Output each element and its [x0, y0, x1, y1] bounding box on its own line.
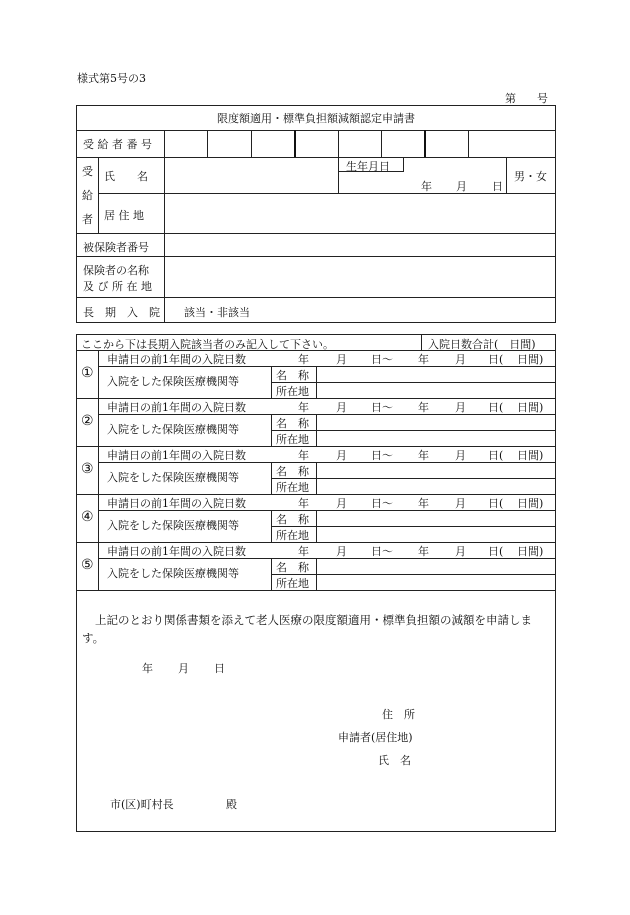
period-unit: 日間): [517, 449, 544, 462]
period-unit: 日間): [517, 545, 544, 558]
insured-number-field[interactable]: [165, 234, 555, 255]
sex-option[interactable]: 男・女: [514, 170, 547, 183]
form-number: 様式第5号の3: [77, 72, 146, 85]
date-year-unit: 年: [142, 662, 153, 675]
period-unit: 年: [298, 401, 309, 414]
address-field[interactable]: [165, 194, 555, 232]
date-month-unit: 月: [178, 662, 189, 675]
period-unit: 年: [418, 545, 429, 558]
institution-name-label: 名 称: [276, 513, 309, 526]
period-unit: 日〜: [371, 545, 393, 558]
period-unit: 日〜: [371, 353, 393, 366]
period-unit: 月: [336, 401, 347, 414]
days-label: 申請日の前1年間の入院日数: [107, 497, 246, 510]
serial-dai: 第: [505, 92, 516, 105]
applicant-name-label: 氏 名: [378, 754, 411, 767]
application-date-field[interactable]: [110, 656, 230, 674]
institution-location-label: 所在地: [276, 529, 309, 542]
period-unit: 日間): [517, 353, 544, 366]
institution-name-field[interactable]: [317, 367, 555, 381]
institution-name-label: 名 称: [276, 417, 309, 430]
institution-location-field[interactable]: [317, 383, 555, 397]
institution-name-field[interactable]: [317, 559, 555, 573]
institution-label: 入院をした保険医療機関等: [107, 423, 239, 436]
birth-month-unit: 月: [456, 180, 467, 193]
institution-name-field[interactable]: [317, 415, 555, 429]
institution-name-label: 名 称: [276, 465, 309, 478]
row-number: ④: [81, 509, 94, 525]
period-unit: 年: [418, 353, 429, 366]
period-field[interactable]: [275, 543, 555, 557]
period-unit: 年: [418, 401, 429, 414]
birth-day-unit: 日: [492, 180, 503, 193]
period-unit: 月: [455, 449, 466, 462]
period-unit: 年: [418, 449, 429, 462]
period-unit: 日〜: [371, 449, 393, 462]
institution-location-label: 所在地: [276, 385, 309, 398]
long-stay-note: ここから下は長期入院該当者のみ記入して下さい。: [81, 338, 334, 351]
institution-location-field[interactable]: [317, 431, 555, 445]
serial-go: 号: [537, 92, 548, 105]
address-label: 居 住 地: [104, 209, 144, 222]
period-field[interactable]: [275, 399, 555, 413]
birthdate-field[interactable]: [339, 173, 505, 192]
period-unit: 年: [418, 497, 429, 510]
row-number: ⑤: [81, 557, 94, 573]
period-unit: 月: [455, 545, 466, 558]
long-stay-label: 長 期 入 院: [83, 306, 160, 319]
institution-name-label: 名 称: [276, 561, 309, 574]
insurer-label-line1: 保険者の名称: [83, 264, 149, 277]
period-unit: 月: [336, 497, 347, 510]
period-unit: 月: [336, 449, 347, 462]
date-day-unit: 日: [214, 662, 225, 675]
recipient-number-field[interactable]: [165, 131, 467, 156]
days-label: 申請日の前1年間の入院日数: [107, 401, 246, 414]
insurer-field[interactable]: [165, 257, 555, 296]
institution-name-label: 名 称: [276, 369, 309, 382]
declaration-text: 上記のとおり関係書類を添えて老人医療の限度額適用・標準負担額の減額を申請しま: [95, 613, 532, 627]
dono-label: 殿: [226, 798, 237, 811]
period-unit: 月: [336, 353, 347, 366]
period-unit: 日〜: [371, 401, 393, 414]
name-field[interactable]: [165, 158, 337, 192]
period-unit: 月: [455, 497, 466, 510]
institution-location-label: 所在地: [276, 433, 309, 446]
days-label: 申請日の前1年間の入院日数: [107, 449, 246, 462]
period-unit: 日(: [488, 401, 504, 414]
recipient-char-3: 者: [82, 213, 93, 226]
period-unit: 日間): [517, 497, 544, 510]
row-number: ①: [81, 365, 94, 381]
period-unit: 月: [336, 545, 347, 558]
period-unit: 日間): [517, 401, 544, 414]
insurer-label-line2: 及 び 所 在 地: [83, 280, 152, 293]
birth-year-unit: 年: [421, 180, 432, 193]
row-number: ②: [81, 413, 94, 429]
days-label: 申請日の前1年間の入院日数: [107, 545, 246, 558]
period-unit: 日(: [488, 449, 504, 462]
period-unit: 月: [455, 401, 466, 414]
form-title: 限度額適用・標準負担額減額認定申請書: [217, 112, 415, 125]
period-unit: 日(: [488, 497, 504, 510]
birthdate-label: 生年月日: [346, 160, 390, 173]
institution-location-label: 所在地: [276, 577, 309, 590]
institution-label: 入院をした保険医療機関等: [107, 375, 239, 388]
period-unit: 月: [455, 353, 466, 366]
institution-name-field[interactable]: [317, 463, 555, 477]
period-field[interactable]: [275, 447, 555, 461]
period-field[interactable]: [275, 351, 555, 365]
institution-location-field[interactable]: [317, 479, 555, 493]
period-field[interactable]: [275, 495, 555, 509]
applicant-label: 申請者(居住地): [338, 731, 413, 744]
institution-name-field[interactable]: [317, 511, 555, 525]
institution-label: 入院をした保険医療機関等: [107, 471, 239, 484]
declaration-text-cont: す。: [82, 631, 105, 645]
period-unit: 年: [298, 497, 309, 510]
total-days[interactable]: 入院日数合計( 日間): [428, 338, 536, 351]
period-unit: 日(: [488, 353, 504, 366]
institution-location-field[interactable]: [317, 527, 555, 541]
recipient-char-1: 受: [82, 165, 93, 178]
long-stay-option[interactable]: 該当・非該当: [184, 306, 250, 319]
days-label: 申請日の前1年間の入院日数: [107, 353, 246, 366]
applicant-address-label: 住 所: [382, 708, 415, 721]
institution-label: 入院をした保険医療機関等: [107, 567, 239, 580]
period-unit: 日(: [488, 545, 504, 558]
institution-location-label: 所在地: [276, 481, 309, 494]
institution-location-field[interactable]: [317, 575, 555, 589]
recipient-number-label: 受 給 者 番 号: [83, 138, 152, 151]
institution-label: 入院をした保険医療機関等: [107, 519, 239, 532]
period-unit: 年: [298, 545, 309, 558]
mayor-label: 市(区)町村長: [110, 798, 174, 811]
name-label: 氏 名: [104, 170, 148, 183]
insured-number-label: 被保険者番号: [83, 241, 149, 254]
period-unit: 年: [298, 449, 309, 462]
period-unit: 年: [298, 353, 309, 366]
period-unit: 日〜: [371, 497, 393, 510]
row-number: ③: [81, 461, 94, 477]
recipient-char-2: 給: [82, 189, 93, 202]
